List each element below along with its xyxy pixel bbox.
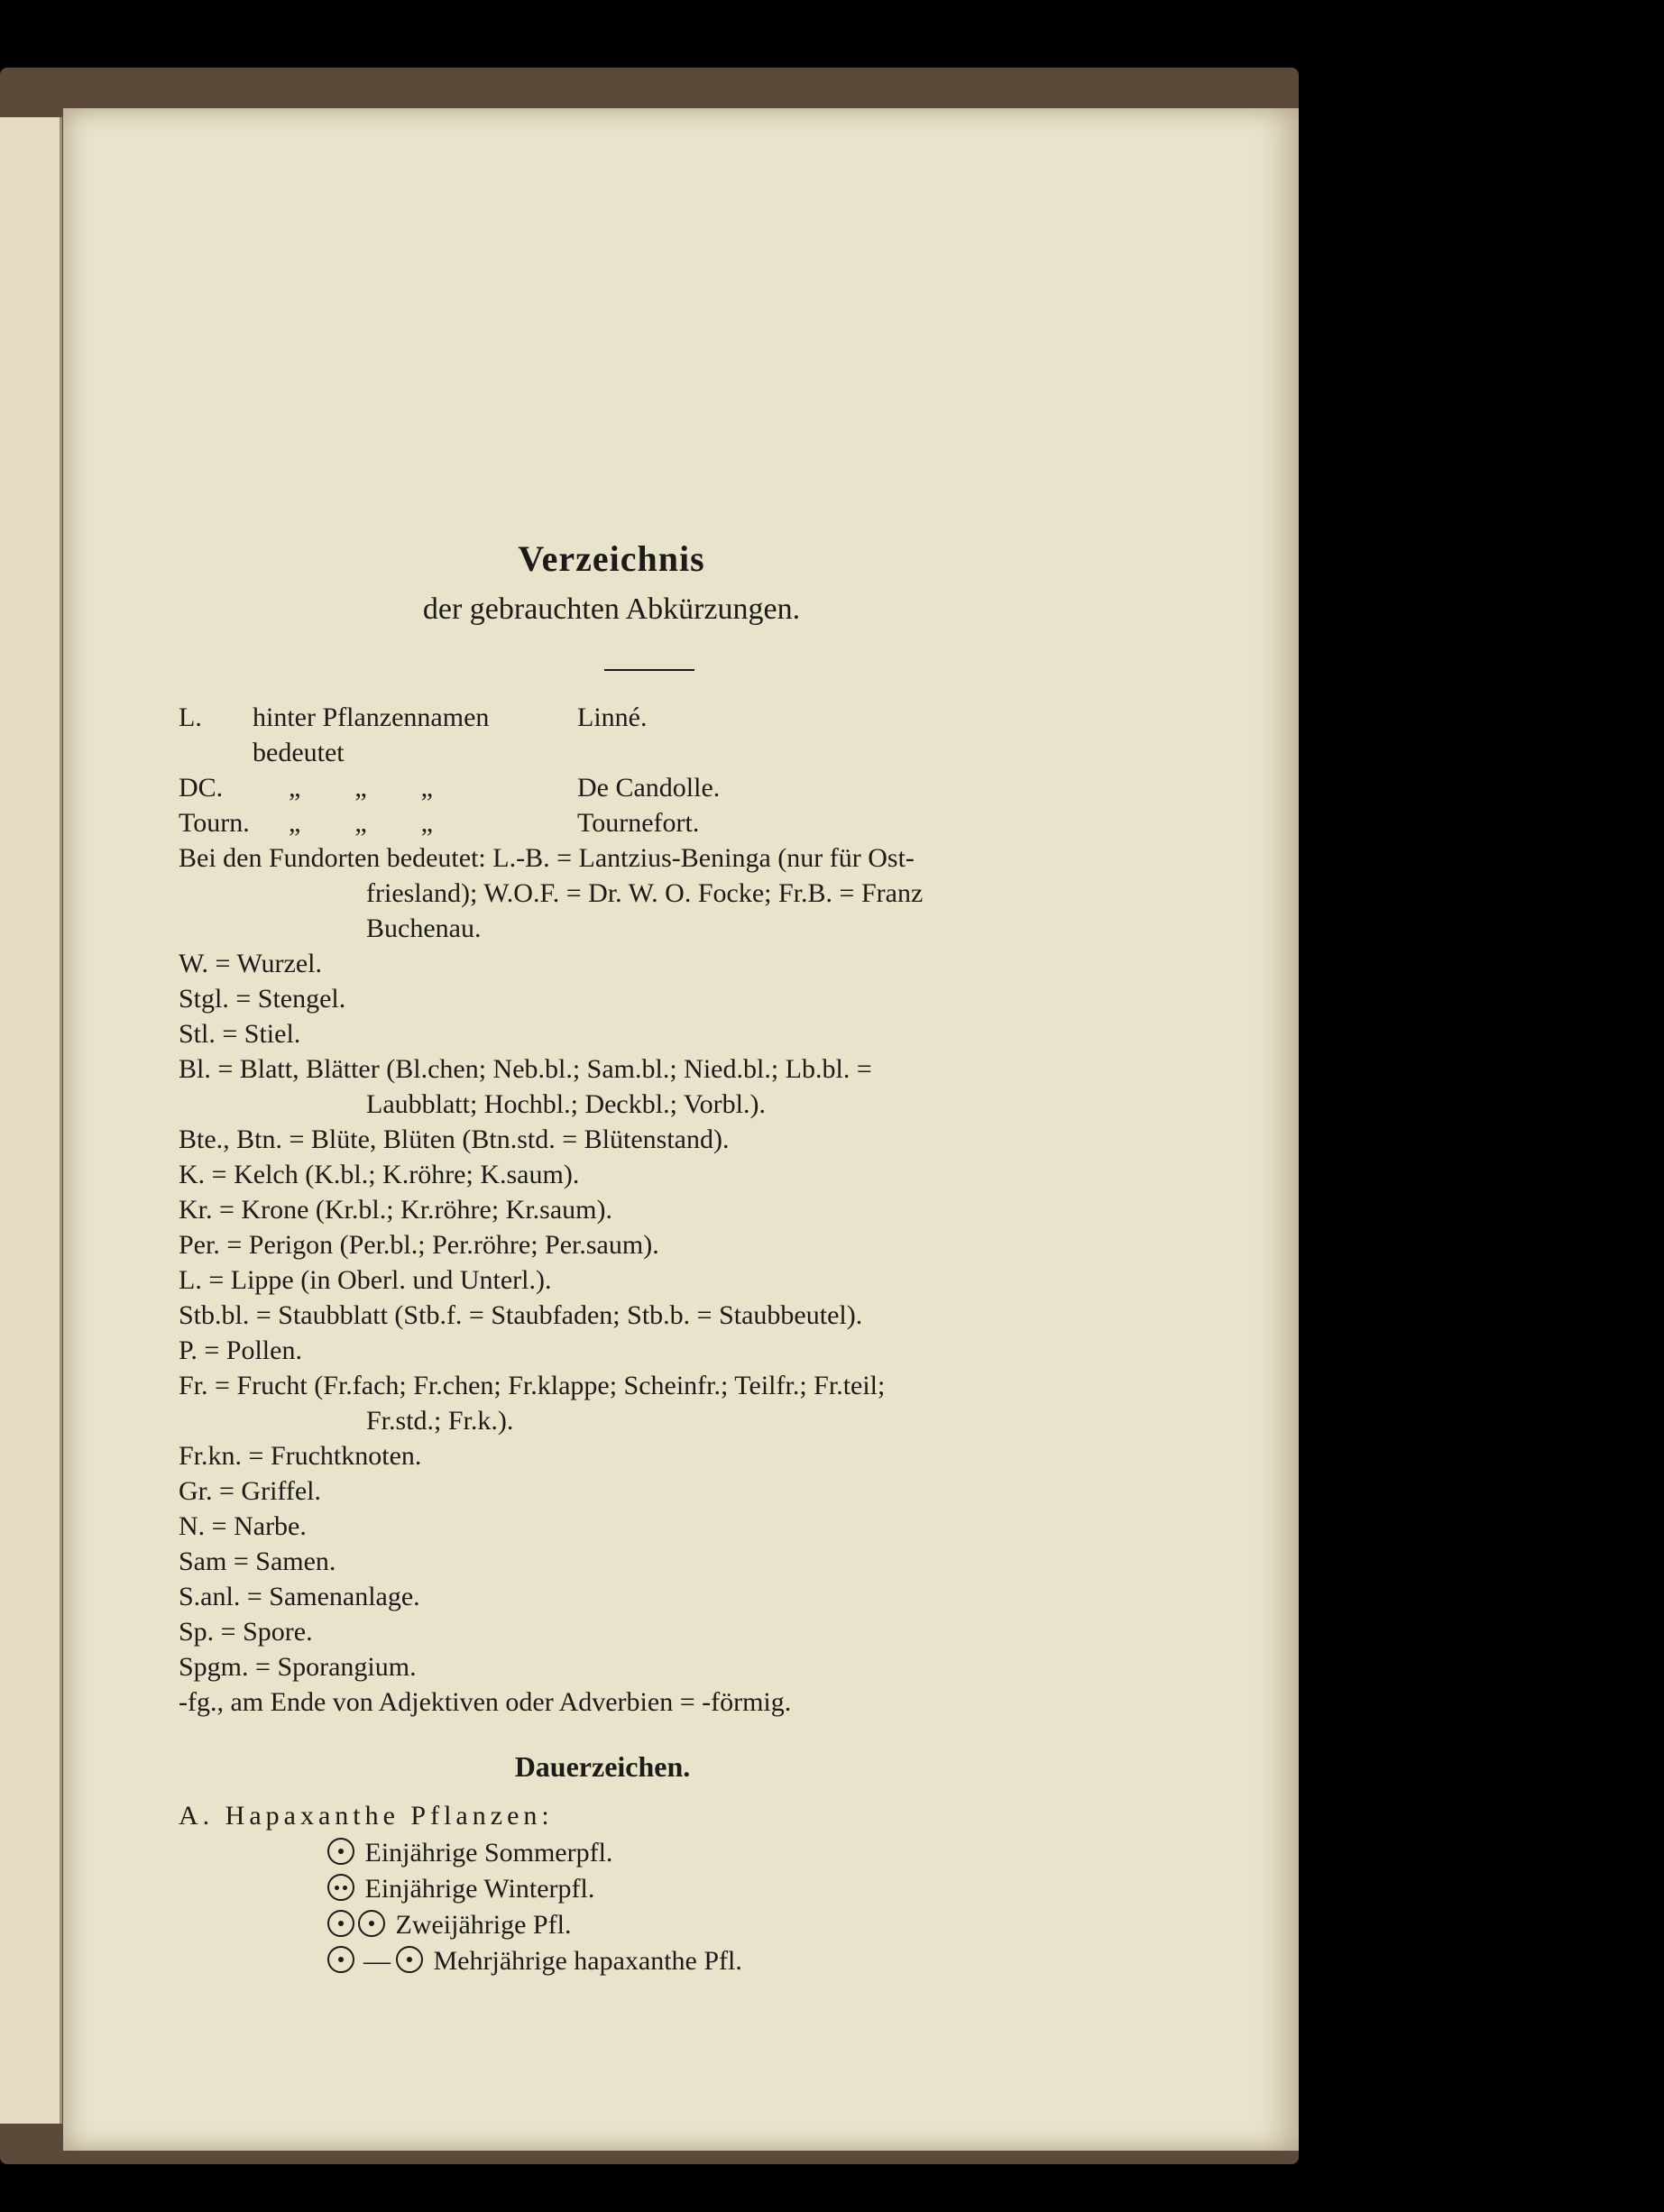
symbol-item xyxy=(327,1871,1135,1907)
entry: Stl. = Stiel. xyxy=(179,1019,301,1049)
perennial-hapaxanth-icon xyxy=(327,1946,354,1973)
biennial-icon xyxy=(327,1910,354,1937)
author-name: Linné. xyxy=(577,702,648,732)
author-abbr: L. xyxy=(179,702,202,732)
entry: -fg., am Ende von Adjektiven oder Adverbien = -förmig. xyxy=(179,1687,792,1717)
entry: Spgm. = Sporangium. xyxy=(179,1652,417,1682)
entry: Fr.kn. = Fruchtknoten. xyxy=(179,1441,422,1471)
symbol-label: Einjährige Sommerpfl. xyxy=(364,1838,613,1868)
symbol-item: — Mehrjährige hapaxanthe Pfl. xyxy=(327,1943,1135,1979)
entry: Fr. = Frucht (Fr.fach; Fr.chen; Fr.klappe; Scheinfr.; Teilfr.; Fr.teil; xyxy=(179,1371,886,1400)
entry: W. = Wurzel. xyxy=(179,949,323,978)
author-mid: „ „ „ xyxy=(289,773,433,803)
entry: L. = Lippe (in Oberl. und Unterl.). xyxy=(179,1265,552,1295)
author-abbr: DC. xyxy=(179,773,224,803)
left-page-edge xyxy=(0,117,62,2124)
dauerzeichen-title: Dauerzeichen. xyxy=(514,1750,691,1783)
symbol-label: Einjährige Winterpfl. xyxy=(364,1874,595,1904)
fundorte-line: Buchenau. xyxy=(366,913,482,943)
title-divider xyxy=(604,669,694,671)
entry: Bl. = Blatt, Blätter (Bl.chen; Neb.bl.; Sam.bl.; Nied.bl.; Lb.bl. = xyxy=(179,1054,872,1084)
author-row xyxy=(179,770,1135,805)
author-name: De Candolle. xyxy=(577,773,721,803)
symbol-item xyxy=(327,1835,1135,1871)
entry: Sam = Samen. xyxy=(179,1547,336,1576)
author-abbr: Tourn. xyxy=(179,808,250,838)
abbreviation-list xyxy=(179,700,1135,1720)
page-title: Verzeichnis xyxy=(518,538,705,579)
entry: N. = Narbe. xyxy=(179,1511,307,1541)
entry: P. = Pollen. xyxy=(179,1335,302,1365)
page-content xyxy=(179,534,1135,1979)
author-mid: „ „ „ xyxy=(289,808,433,838)
entry-continuation: Laubblatt; Hochbl.; Deckbl.; Vorbl.). xyxy=(366,1089,766,1119)
entry: K. = Kelch (K.bl.; K.röhre; K.saum). xyxy=(179,1160,580,1189)
symbol-list xyxy=(179,1835,1135,1979)
entry: S.anl. = Samenanlage. xyxy=(179,1582,420,1611)
fundorte-line: friesland); W.O.F. = Dr. W. O. Focke; Fr.B. = Franz xyxy=(366,878,924,908)
entry: Kr. = Krone (Kr.bl.; Kr.röhre; Kr.saum). xyxy=(179,1195,612,1225)
biennial-icon xyxy=(358,1910,385,1937)
annual-winter-icon xyxy=(327,1874,354,1901)
symbol-label: Mehrjährige hapaxanthe Pfl. xyxy=(433,1946,742,1976)
section-heading: A. Hapaxanthe Pflanzen: xyxy=(179,1801,554,1831)
entry: Stb.bl. = Staubblatt (Stb.f. = Staubfaden; Stb.b. = Staubbeutel). xyxy=(179,1300,863,1330)
author-row xyxy=(179,700,1135,770)
entry-continuation: Fr.std.; Fr.k.). xyxy=(366,1406,514,1436)
symbol-label: Zweijährige Pfl. xyxy=(395,1910,572,1940)
author-mid: hinter Pflanzennamen bedeutet xyxy=(253,702,490,767)
page-subtitle: der gebrauchten Abkürzungen. xyxy=(422,592,801,626)
symbol-item xyxy=(327,1907,1135,1943)
fundorte-line: Bei den Fundorten bedeutet: L.-B. = Lantzius-Beninga (nur für Ost- xyxy=(179,843,915,873)
perennial-hapaxanth-icon xyxy=(396,1946,423,1973)
entry: Gr. = Griffel. xyxy=(179,1476,321,1506)
entry: Bte., Btn. = Blüte, Blüten (Btn.std. = Blütenstand). xyxy=(179,1124,730,1154)
author-name: Tournefort. xyxy=(577,808,700,838)
entry: Stgl. = Stengel. xyxy=(179,984,346,1014)
annual-summer-icon xyxy=(327,1838,354,1865)
author-row xyxy=(179,805,1135,840)
entry: Per. = Perigon (Per.bl.; Per.röhre; Per.saum). xyxy=(179,1230,659,1260)
entry: Sp. = Spore. xyxy=(179,1617,313,1647)
